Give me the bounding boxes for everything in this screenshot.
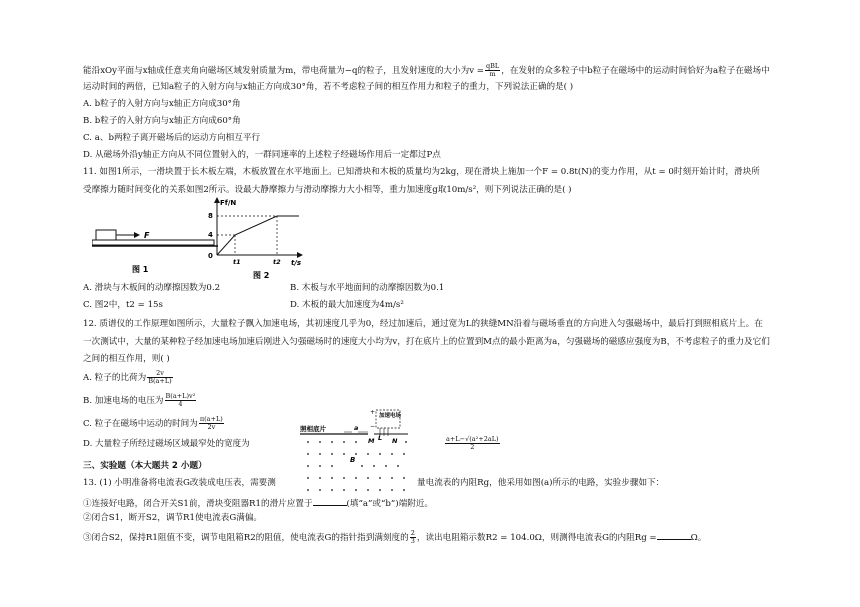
q13-step-2: ②闭合S1，断开S2，调节R1使电流表G满偏。 <box>83 513 263 523</box>
q11-stem-line-1: 11. 如图1所示，一滑块置于长木板左端，木板放置在水平地面上。已知滑块和木板的质量均为2kg，现在滑块上施加一个F = 0.8t(N)的变力作用，从t = 0时刻开始计时，滑块所 <box>83 167 760 177</box>
q12-stem-line-1: 12. 质谱仪的工作原理如图所示，大量粒子飘入加速电场，其初速度几乎为0，经过加速后，通过宽为L的狭缝MN沿着与磁场垂直的方向进入匀强磁场中，最后打到照相底片上。在 <box>83 319 763 329</box>
q13-step-1: ①连接好电路，闭合开关S1前，滑块变阻器R1的滑片应置于 (填“a”或“b”)端附近。 <box>83 496 433 510</box>
q11-option-b: B. 木板与水平地面间的动摩擦因数为0.1 <box>290 283 445 293</box>
q11-option-a: A. 滑块与木板间的动摩擦因数为0.2 <box>83 283 221 293</box>
y-axis-label: Ff/N <box>220 199 237 207</box>
q12-option-d-answer: $\frac{\text{a+L−√(a²+2aL)}}{2}$ <box>446 435 499 451</box>
x-axis-label: t/s <box>291 259 302 267</box>
fig2-caption: 图 2 <box>253 271 270 280</box>
q12-option-b: B. 加速电场的电压为 $\frac{\text{B(a+L)v²}}{4}$ <box>83 392 196 408</box>
q11-option-c: C. 图2中，t2 = 15s <box>83 300 163 310</box>
friction-curve <box>217 216 299 255</box>
y-tick-8: 8 <box>208 212 213 220</box>
label-N: N <box>392 437 398 445</box>
force-label: F <box>144 231 150 240</box>
q13-stem-part-2: 量电流表的内阻Rg，他采用如图(a)所示的电路，实验步骤如下： <box>417 478 665 488</box>
q10-option-c: C. a、b两粒子离开磁场后的运动方向相互平行 <box>83 133 261 143</box>
q10-option-a: A. b粒子的入射方向与x轴正方向成30°角 <box>83 99 241 109</box>
q10-option-d: D. 从磁场外沿y轴正方向从不同位置射入的，一群同速率的上述粒子经磁场作用后一定都过P点 <box>83 150 441 160</box>
label-L: L <box>378 434 383 442</box>
x-axis-arrow <box>297 252 303 258</box>
slider-block <box>96 230 116 240</box>
q10-stem-text-2: ，在发射的众多粒子中b粒子在磁场中的运动时间恰好为a粒子在磁场中 <box>501 66 770 76</box>
svg-text:+: + <box>370 409 376 416</box>
x-tick-t2: t2 <box>273 258 281 266</box>
q12-option-a: A. 粒子的比荷为 $\frac{2v}{B(a+L)}$ <box>83 369 172 385</box>
q10-stem-line-2: 运动时间的两倍，已知a粒子的入射方向与x轴正方向成30°角，若不考虑粒子间的相互作用力和粒子的重力，下列说法正确的是( ) <box>83 82 574 92</box>
q12-option-c: C. 粒子在磁场中运动的时间为 $\frac{\pi(a+L)}{2v}$ <box>83 415 223 431</box>
q10-velocity-fraction: $\frac{\text{qBL}}{m}$ <box>485 62 500 78</box>
x-tick-t1: t1 <box>233 258 241 266</box>
accel-field-label: 加速电场 <box>379 413 402 419</box>
q12-stem-line-3: 之间的相互作用，则( ) <box>83 354 170 364</box>
q10-option-b: B. b粒子的入射方向与x轴正方向成60°角 <box>83 116 241 126</box>
y-tick-0: 0 <box>208 252 213 260</box>
force-arrowhead <box>134 232 140 238</box>
q11-stem-line-2: 受摩擦力随时间变化的关系如图2所示。设最大静摩擦力与滑动摩擦力大小相等，重力加速度g取10m/s²，则下列说法正确的是( ) <box>83 185 572 195</box>
label-M: M <box>368 437 375 445</box>
y-tick-4: 4 <box>208 231 213 239</box>
q11-figure-2-graph <box>195 195 315 285</box>
q10-stem-line-1 <box>83 63 770 78</box>
magnetic-field-dots <box>307 441 407 491</box>
answer-blank-1[interactable] <box>313 496 347 506</box>
q11-option-d: D. 木板的最大加速度为4m/s² <box>290 300 404 310</box>
q10-stem-text: 能沿xOy平面与x轴成任意夹角向磁场区域发射质量为m，带电荷量为−q的粒子，且发射速度的大小为v = <box>83 66 484 76</box>
svg-text:−: − <box>370 423 376 430</box>
section-3-heading: 三、实验题（本大题共 2 小题） <box>83 461 207 471</box>
fig1-caption: 图 1 <box>132 265 149 274</box>
label-a: a <box>354 424 359 432</box>
answer-blank-2[interactable] <box>657 530 691 540</box>
q12-option-d: D. 大量粒子所经过磁场区域最窄处的宽度为 <box>83 439 250 449</box>
q13-step-3: ③闭合S2，保持R1阻值不变，调节电阻箱R2的阻值，使电流表G的指针指到满刻度的 $\frac{2}{3}$ ，读出电阻箱示数R2 = 104.0Ω，则测得电流表G的内阻Rg = Ω。 <box>83 529 707 545</box>
label-B: B <box>350 456 356 464</box>
q13-stem-part-1: 13. (1) 小明准备将电流表G改装成电压表，需要测 <box>83 478 276 488</box>
q12-stem-line-2: 一次测试中，大量的某种粒子经加速电场加速后刚进入匀强磁场时的速度大小均为v，打在底片上的位置到M点的最小距离为a，匀强磁场的磁感应强度为B，不考虑粒子的重力及它们 <box>83 337 770 347</box>
film-label: 照相底片 <box>300 425 326 433</box>
